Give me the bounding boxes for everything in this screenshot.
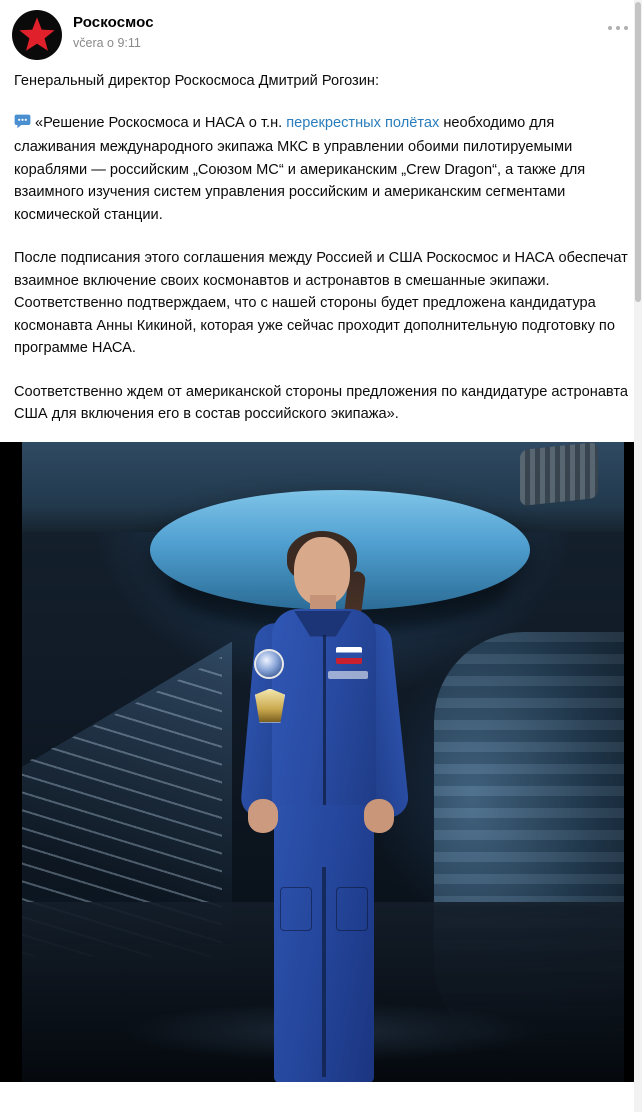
mission-patch-circle (254, 649, 284, 679)
quote-text-part2: необходимо для слаживания международного экипажа МКС в управлении обоими пилотируемыми кораблями — российским „Союзом МС“ и американским „Crew Dragon“, а также для взаимного изучения систем управления российским и американским сегментами космической станции. (14, 114, 586, 223)
post-text (0, 66, 642, 426)
mission-patch-shield (255, 689, 285, 723)
cosmonaut-figure (232, 537, 432, 1082)
header-text (73, 10, 154, 51)
suit-zipper (323, 635, 326, 815)
post-timestamp: včera o 9:11 (73, 36, 141, 50)
post-photo[interactable] (0, 442, 642, 1082)
red-star-logo-icon (17, 15, 57, 55)
paragraph-body-3: Соответственно ждем от американской стороны предложения по кандидатуре астронавта США для включения его в состав российского экипажа». (14, 383, 629, 422)
flag-patch (336, 647, 362, 664)
paragraph-body-2: После подписания этого соглашения между Россией и США Роскосмос и НАСА обеспечат взаимное включение своих космонавтов и астронавтов в смешанные экипажи. Соответственно подтверждаем, что с нашей стороны будет предложена кандидатура космонавта Анны Кикиной, которая уже сейчас проходит дополнительную подготовку по программе НАСА. (14, 250, 628, 356)
photo-background (0, 442, 642, 1082)
photo-left-border (0, 442, 22, 1082)
right-hand (364, 799, 394, 833)
paragraph-quote (14, 112, 628, 227)
leg-seam (322, 867, 326, 1077)
ceiling-duct (520, 442, 598, 506)
more-horizontal-icon[interactable] (608, 26, 628, 30)
avatar[interactable] (12, 10, 62, 60)
crossflights-link[interactable]: перекрестных полётах (286, 114, 440, 131)
speech-bubble-icon (14, 114, 31, 137)
paragraph-intro: Генеральный директор Роскосмоса Дмитрий Рогозин: (14, 73, 380, 89)
quote-text-part1: «Решение Роскосмоса и НАСА о т.н. (35, 114, 287, 131)
channel-name[interactable]: Роскосмос (73, 14, 154, 31)
scrollbar-thumb[interactable] (635, 2, 641, 302)
page-scrollbar[interactable] (634, 0, 642, 1112)
left-hand (248, 799, 278, 833)
name-tag (328, 671, 368, 679)
post-header (0, 0, 642, 66)
left-thigh-pocket (280, 887, 312, 931)
right-thigh-pocket (336, 887, 368, 931)
